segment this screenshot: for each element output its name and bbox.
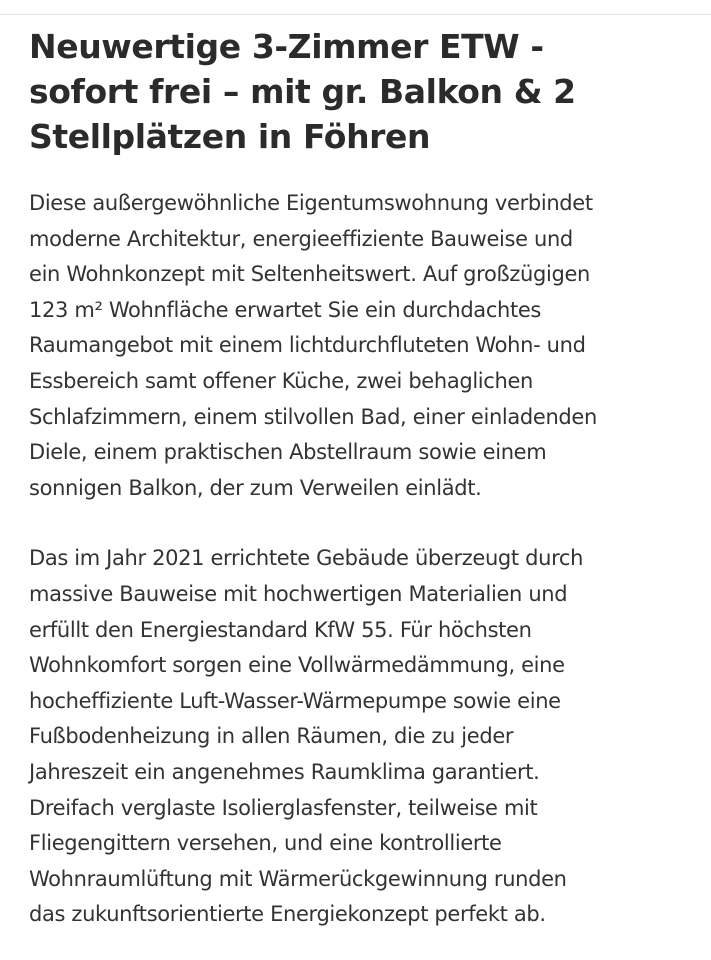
- description-line: Raumangebot mit einem lichtdurchfluteten Wohn- und: [29, 333, 586, 358]
- description-line: Diele, einem praktischen Abstellraum sowie einem: [29, 440, 547, 465]
- description-paragraph-2: [29, 541, 689, 933]
- description-line: massive Bauweise mit hochwertigen Materialien und: [29, 581, 568, 606]
- description-line: ein Wohnkonzept mit Seltenheitswert. Auf großzügigen: [29, 262, 590, 287]
- description-line: moderne Architektur, energieeffiziente Bauweise und: [29, 226, 573, 251]
- listing-title-line: Stellplätzen in Föhren: [29, 117, 431, 156]
- description-line: Wohnraumlüftung mit Wärmerückgewinnung runden: [29, 866, 567, 891]
- description-line: Dreifach verglaste Isolierglasfenster, teilweise mit: [29, 795, 538, 820]
- description-line: Wohnkomfort sorgen eine Vollwärmedämmung, eine: [29, 653, 565, 678]
- description-line: Fliegengittern versehen, und eine kontrollierte: [29, 831, 502, 856]
- description-line: Das im Jahr 2021 errichtete Gebäude überzeugt durch: [29, 546, 584, 571]
- description-line: Jahreszeit ein angenehmes Raumklima garantiert.: [29, 759, 540, 784]
- listing-title: [29, 24, 689, 159]
- listing-title-line: Neuwertige 3-Zimmer ETW -: [29, 27, 544, 66]
- description-line: sonnigen Balkon, der zum Verweilen einlädt.: [29, 475, 482, 500]
- listing-detail: [29, 24, 689, 933]
- description-line: das zukunftsorientierte Energiekonzept perfekt ab.: [29, 902, 546, 927]
- description-line: Diese außergewöhnliche Eigentumswohnung verbindet: [29, 191, 593, 215]
- description-paragraph-1: [29, 186, 689, 506]
- description-line: Schlafzimmern, einem stilvollen Bad, einer einladenden: [29, 404, 597, 429]
- description-line: erfüllt den Energiestandard KfW 55. Für höchsten: [29, 617, 532, 642]
- description-line: 123 m² Wohnfläche erwartet Sie ein durchdachtes: [29, 297, 542, 322]
- description-line: Fußbodenheizung in allen Räumen, die zu jeder: [29, 724, 514, 749]
- description-line: hocheffiziente Luft-Wasser-Wärmepumpe sowie eine: [29, 688, 561, 713]
- description-line: Essbereich samt offener Küche, zwei behaglichen: [29, 368, 533, 393]
- top-divider: [0, 14, 711, 15]
- listing-title-line: sofort frei – mit gr. Balkon & 2: [29, 72, 576, 111]
